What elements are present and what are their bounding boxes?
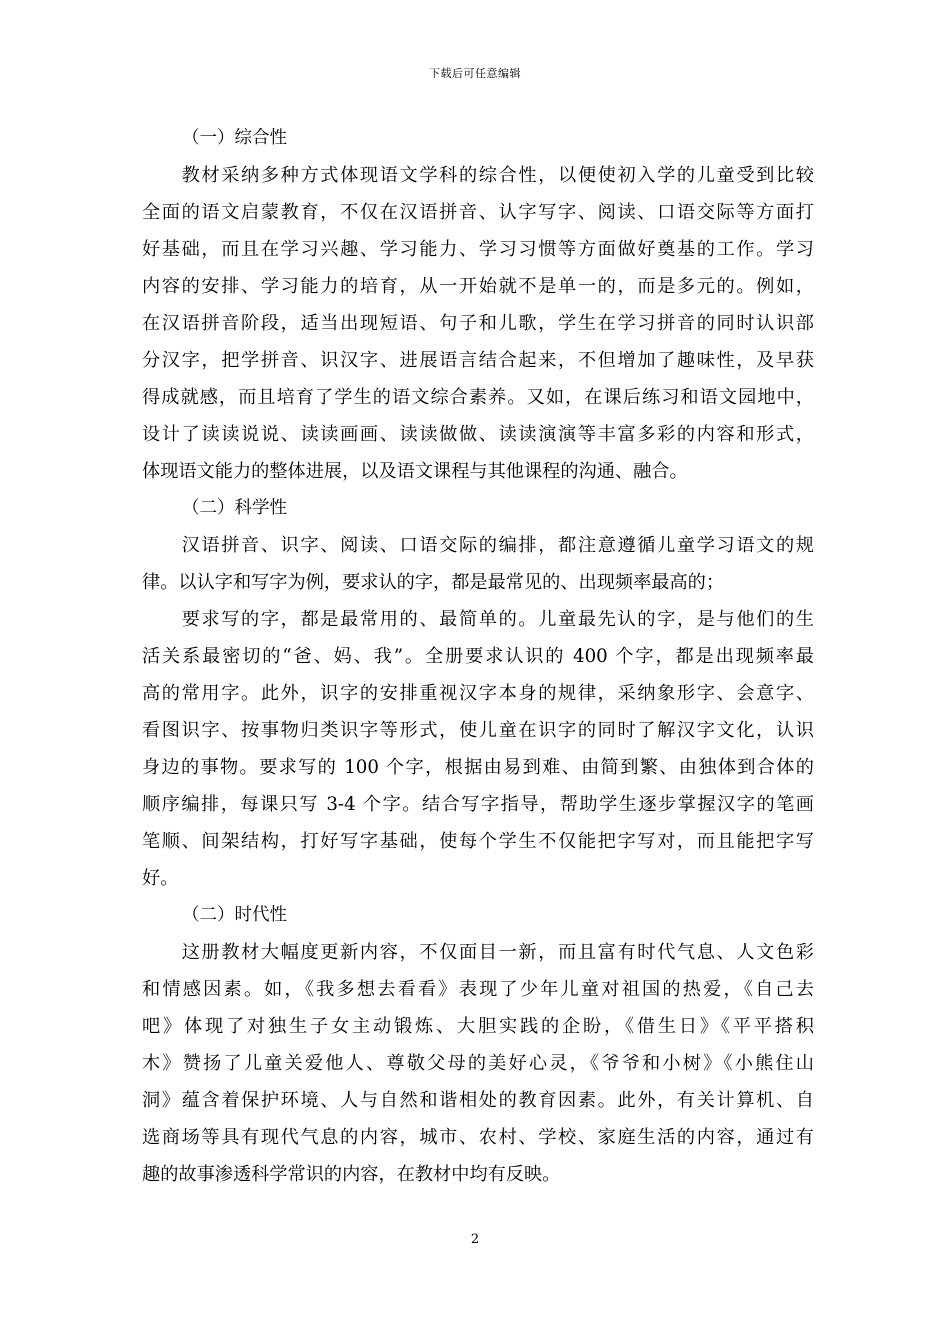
text-line: 汉语拼音、识字、阅读、口语交际的编排，都注意遵循儿童学习语文的规	[142, 535, 814, 556]
text-line: 高的常用字。此外，识字的安排重视汉字本身的规律，采纳象形字、会意字、	[142, 683, 814, 704]
section-heading: （二）科学性	[182, 498, 287, 518]
text-line: 活关系最密切的“爸、妈、我”。全册要求认识的 400 个字，都是出现频率最	[142, 646, 814, 667]
text-line: 在汉语拼音阶段，适当出现短语、句子和儿歌，学生在学习拼音的同时认识部	[142, 313, 814, 334]
text-line: 顺序编排，每课只写 3-4 个字。结合写字指导，帮助学生逐步掌握汉字的笔画	[142, 794, 814, 815]
text-line: 教材采纳多种方式体现语文学科的综合性，以便使初入学的儿童受到比较	[142, 165, 814, 186]
text-line: 趣的故事渗透科学常识的内容，在教材中均有反映。	[142, 1164, 561, 1185]
text-line: 好。	[142, 868, 179, 889]
text-line: 看图识字、按事物归类识字等形式，使儿童在识字的同时了解汉字文化，认识	[142, 720, 814, 741]
section-heading: （二）时代性	[182, 905, 287, 925]
text-line: 吧》体现了对独生子女主动锻炼、大胆实践的企盼，《借生日》《平平搭积	[142, 1016, 814, 1037]
text-line: 选商场等具有现代气息的内容，城市、农村、学校、家庭生活的内容，通过有	[142, 1127, 814, 1148]
text-line: 这册教材大幅度更新内容，不仅面目一新，而且富有时代气息、人文色彩	[142, 942, 814, 963]
text-line: 全面的语文启蒙教育，不仅在汉语拼音、认字写字、阅读、口语交际等方面打	[142, 202, 814, 223]
page-header: 下载后可任意编辑	[429, 67, 521, 80]
text-line: 笔顺、间架结构，打好写字基础，使每个学生不仅能把字写对，而且能把字写	[142, 831, 814, 852]
page-number: 2	[470, 1232, 480, 1247]
text-line: 分汉字，把学拼音、识汉字、进展语言结合起来，不但增加了趣味性，及早获	[142, 350, 814, 371]
text-line: 木》赞扬了儿童关爱他人、尊敬父母的美好心灵，《爷爷和小树》《小熊住山	[142, 1053, 814, 1074]
text-line: 身边的事物。要求写的 100 个字，根据由易到难、由简到繁、由独体到合体的	[142, 757, 814, 778]
text-line: 内容的安排、学习能力的培育，从一开始就不是单一的，而是多元的。例如，	[142, 276, 814, 297]
text-line: 体现语文能力的整体进展，以及语文课程与其他课程的沟通、融合。	[142, 461, 688, 482]
text-line: 好基础，而且在学习兴趣、学习能力、学习习惯等方面做好奠基的工作。学习	[142, 239, 814, 260]
text-line: 得成就感，而且培育了学生的语文综合素养。又如，在课后练习和语文园地中，	[142, 387, 814, 408]
document-body	[142, 120, 814, 1193]
text-line: 和情感因素。如，《我多想去看看》表现了少年儿童对祖国的热爱，《自己去	[142, 979, 814, 1000]
text-line: 设计了读读说说、读读画画、读读做做、读读演演等丰富多彩的内容和形式，	[142, 424, 814, 445]
section-heading: （一）综合性	[182, 128, 287, 148]
text-line: 要求写的字，都是最常用的、最简单的。儿童最先认的字，是与他们的生	[142, 609, 814, 630]
text-line: 律。以认字和写字为例，要求认的字，都是最常见的、出现频率最高的；	[142, 572, 725, 593]
text-line: 洞》蕴含着保护环境、人与自然和谐相处的教育因素。此外，有关计算机、自	[142, 1090, 814, 1111]
